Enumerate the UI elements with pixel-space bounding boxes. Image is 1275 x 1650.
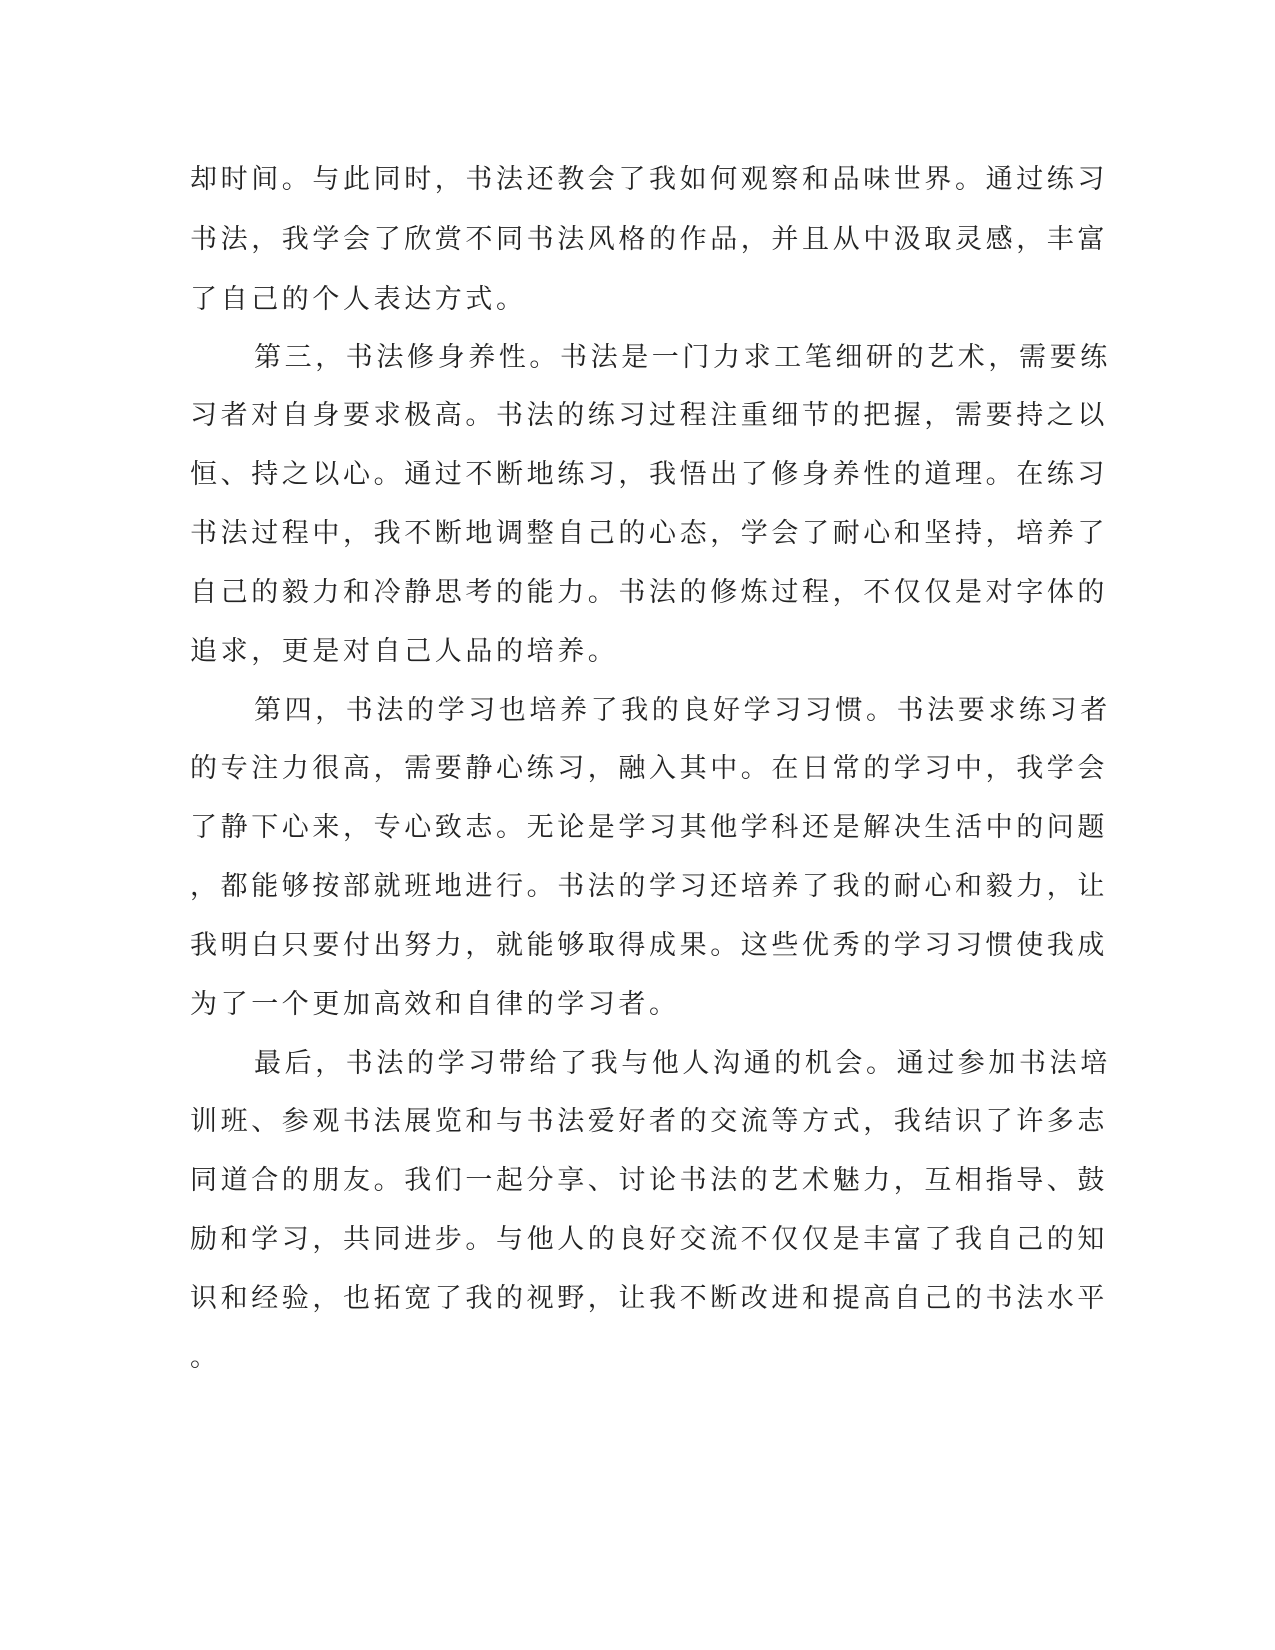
- body-text-line: 励和学习，共同进步。与他人的良好交流不仅仅是丰富了我自己的知: [190, 1224, 1108, 1255]
- body-text-line: 了静下心来，专心致志。无论是学习其他学科还是解决生活中的问题: [190, 812, 1108, 843]
- body-text-line: 追求，更是对自己人品的培养。: [190, 636, 619, 667]
- body-text-line: 训班、参观书法展览和与书法爱好者的交流等方式，我结识了许多志: [190, 1106, 1108, 1137]
- body-text-line: 识和经验，也拓宽了我的视野，让我不断改进和提高自己的书法水平: [190, 1283, 1108, 1314]
- body-text-line: 同道合的朋友。我们一起分享、讨论书法的艺术魅力，互相指导、鼓: [190, 1165, 1108, 1196]
- body-text-line: 却时间。与此同时，书法还教会了我如何观察和品味世界。通过练习: [190, 164, 1108, 195]
- body-text-line: 自己的毅力和冷静思考的能力。书法的修炼过程，不仅仅是对字体的: [190, 577, 1108, 608]
- body-text-line: 书法，我学会了欣赏不同书法风格的作品，并且从中汲取灵感，丰富: [190, 224, 1108, 255]
- paragraph-first-line: 第三，书法修身养性。书法是一门力求工笔细研的艺术，需要练: [254, 342, 1111, 373]
- body-text-line: 的专注力很高，需要静心练习，融入其中。在日常的学习中，我学会: [190, 753, 1108, 784]
- paragraph-first-line: 最后，书法的学习带给了我与他人沟通的机会。通过参加书法培: [254, 1048, 1111, 1079]
- body-text-line: 了自己的个人表达方式。: [190, 284, 527, 315]
- body-text-line: 为了一个更加高效和自律的学习者。: [190, 989, 680, 1020]
- body-text-line: 我明白只要付出努力，就能够取得成果。这些优秀的学习习惯使我成: [190, 930, 1108, 961]
- body-text-line: 书法过程中，我不断地调整自己的心态，学会了耐心和坚持，培养了: [190, 518, 1108, 549]
- body-text-line: 。: [190, 1342, 221, 1373]
- body-text-line: 习者对自身要求极高。书法的练习过程注重细节的把握，需要持之以: [190, 400, 1108, 431]
- paragraph-first-line: 第四，书法的学习也培养了我的良好学习习惯。书法要求练习者: [254, 695, 1111, 726]
- body-text-line: 恒、持之以心。通过不断地练习，我悟出了修身养性的道理。在练习: [190, 459, 1108, 490]
- body-text-line: ，都能够按部就班地进行。书法的学习还培养了我的耐心和毅力，让: [190, 871, 1108, 902]
